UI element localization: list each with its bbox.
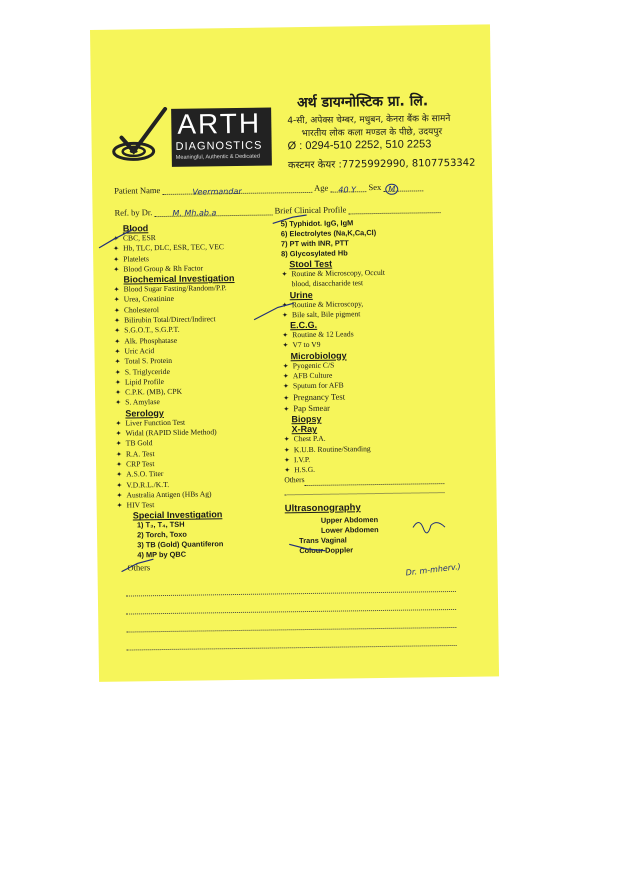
bullet-star-icon: ✦ <box>116 491 123 500</box>
sex-value: M <box>385 184 398 195</box>
bullet-star-icon: ✦ <box>116 481 123 490</box>
bullet-star-icon: ✦ <box>115 429 122 438</box>
bullet-star-icon: ✦ <box>116 501 123 510</box>
blood-heading: Blood <box>122 223 149 234</box>
bullet-star-icon: ✦ <box>282 331 289 340</box>
list-item[interactable]: ✦ V.D.R.L./K.T. <box>116 479 170 490</box>
list-item[interactable]: ✦ Uric Acid <box>114 346 155 356</box>
bullet-star-icon: ✦ <box>283 393 290 403</box>
list-item[interactable]: ✦ TB Gold <box>115 438 153 449</box>
list-item[interactable]: ✦ V7 to V9 <box>282 340 321 350</box>
bullet-star-icon: ✦ <box>281 270 288 279</box>
list-item[interactable]: 8) Glycosylated Hb <box>281 248 348 259</box>
list-item[interactable]: ✦ Blood Group & Rh Factor <box>113 263 204 274</box>
list-item[interactable]: ✦ CBC, ESR <box>112 233 156 243</box>
age-value: 40 Y <box>338 185 357 195</box>
xray-heading: X-Ray <box>291 424 318 435</box>
bullet-star-icon: ✦ <box>282 362 289 371</box>
bullet-star-icon: ✦ <box>114 337 121 346</box>
list-item[interactable]: ✦ Hb, TLC, DLC, ESR, TEC, VEC <box>113 242 224 253</box>
bullet-star-icon: ✦ <box>283 456 290 465</box>
bullet-star-icon: ✦ <box>114 368 121 377</box>
list-item[interactable]: 5) Typhidot. IgG, IgM <box>280 218 354 229</box>
bullet-star-icon: ✦ <box>281 300 288 309</box>
list-item[interactable]: ✦ I.V.P. <box>283 454 311 465</box>
special-investigation-heading: Special Investigation <box>132 509 223 521</box>
list-item[interactable]: 7) PT with INR, PTT <box>280 238 349 249</box>
handwritten-usg-note: Dr. m-mherv.) <box>405 562 462 578</box>
list-item[interactable]: ✦ AFB Culture <box>282 370 333 381</box>
list-item[interactable]: ✦ Urea, Creatinine <box>113 294 175 305</box>
address-line-2: भारतीय लोक कला मण्डल के पीछे, उदयपुर <box>301 127 443 140</box>
list-item[interactable]: ✦ K.U.B. Routine/Standing <box>283 443 371 454</box>
age-label: Age <box>313 182 329 193</box>
clinical-profile-label: Brief Clinical Profile <box>274 204 347 216</box>
list-item[interactable]: ✦ Alk. Phosphatase <box>114 335 178 346</box>
others-label-right: Others <box>284 475 305 485</box>
list-item[interactable]: Colour Doppler <box>299 545 354 555</box>
bullet-star-icon: ✦ <box>114 326 121 336</box>
bullet-star-icon: ✦ <box>116 470 123 479</box>
logo-subtitle: DIAGNOSTICS <box>175 139 263 153</box>
list-item[interactable]: ✦ CRP Test <box>116 459 155 469</box>
company-name-hindi: अर्थ डायग्नोस्टिक प्रा. लि. <box>296 93 429 112</box>
bullet-star-icon: ✦ <box>116 460 123 469</box>
bullet-star-icon: ✦ <box>114 347 121 356</box>
ecg-heading: E.C.G. <box>290 320 318 331</box>
list-item[interactable]: Upper Abdomen <box>320 514 379 525</box>
list-item[interactable]: ✦ Australia Antigen (HBs Ag) <box>116 489 212 500</box>
list-item[interactable]: ✦ Platelets <box>113 253 149 264</box>
bullet-star-icon: ✦ <box>115 388 121 397</box>
bullet-star-icon: ✦ <box>282 372 289 381</box>
bullet-star-icon: ✦ <box>284 466 291 475</box>
customer-care: कस्टमर केयर :7725992990, 8107753342 <box>287 157 476 172</box>
list-item[interactable]: ✦ Lipid Profile <box>114 376 165 387</box>
list-item[interactable]: ✦ Cholesterol <box>113 304 159 315</box>
list-item[interactable]: ✦ S. Triglyceride <box>114 366 170 377</box>
bullet-star-icon: ✦ <box>283 405 290 414</box>
list-item[interactable]: 6) Electrolytes (Na,K,Ca,Cl) <box>280 228 377 239</box>
list-item[interactable]: Trans Vaginal <box>299 535 347 545</box>
list-item[interactable]: 4) MP by QBC <box>137 550 187 560</box>
list-item[interactable]: ✦ Liver Function Test <box>115 417 186 428</box>
list-item[interactable]: ✦ Pyogenic C/S <box>282 360 335 371</box>
list-item[interactable]: 1) T₃, T₄, TSH <box>136 520 185 530</box>
bullet-star-icon: ✦ <box>113 255 120 264</box>
serology-heading: Serology <box>125 407 164 419</box>
list-item-continued: blood, disaccharide test <box>291 278 364 289</box>
bullet-star-icon: ✦ <box>115 419 122 428</box>
list-item[interactable]: ✦ A.S.O. Titer <box>116 469 164 479</box>
others-label-left: Others <box>127 562 151 573</box>
ref-label: Ref. by Dr. <box>114 207 153 218</box>
bullet-star-icon: ✦ <box>282 341 289 350</box>
bullet-star-icon: ✦ <box>115 439 122 449</box>
list-item[interactable]: ✦ HIV Test <box>116 500 155 510</box>
list-item[interactable]: ✦ R.A. Test <box>115 448 155 459</box>
pen-tick-marks <box>90 24 499 682</box>
list-item[interactable]: ✦ C.P.K. (MB), CPK <box>115 386 183 397</box>
bullet-star-icon: ✦ <box>283 445 290 454</box>
list-item[interactable]: ✦ Routine & Microscopy, Occult <box>281 267 386 279</box>
logo-name: ARTH <box>177 107 262 140</box>
list-item[interactable]: ✦ S.G.O.T., S.G.P.T. <box>114 325 180 336</box>
microbiology-heading: Microbiology <box>290 350 347 362</box>
list-item[interactable]: ✦ Bile salt, Bile pigment <box>281 309 361 320</box>
patient-name-label: Patient Name <box>114 185 161 196</box>
list-item[interactable]: ✦ Widal (RAPID Slide Method) <box>115 427 217 438</box>
list-item[interactable]: ✦ Blood Sugar Fasting/Random/P.P. <box>113 283 227 294</box>
stool-test-heading: Stool Test <box>289 258 333 270</box>
sex-label: Sex <box>368 181 382 193</box>
list-item[interactable]: ✦ H.S.G. <box>284 465 316 475</box>
patient-name-value: Veermandar <box>192 186 242 197</box>
list-item[interactable]: Lower Abdomen <box>320 524 379 535</box>
urine-heading: Urine <box>289 289 313 300</box>
list-item[interactable]: ✦ Chest P.A. <box>283 434 326 444</box>
bullet-star-icon: ✦ <box>113 306 120 315</box>
bullet-star-icon: ✦ <box>114 316 120 325</box>
bullet-star-icon: ✦ <box>281 311 288 320</box>
logo-tagline: Meaningful, Authentic & Dedicated <box>175 153 260 161</box>
address-line-1: 4-सी, अपेक्स चेम्बर, मधुबन, केनरा बैंक के सामने <box>287 113 451 127</box>
list-item[interactable]: ✦ Pap Smear <box>283 402 330 414</box>
list-item[interactable]: ✦ Total S. Protein <box>114 356 173 366</box>
bullet-star-icon: ✦ <box>282 382 289 391</box>
bullet-star-icon: ✦ <box>115 399 122 408</box>
list-item[interactable]: ✦ Bilirubin Total/Direct/Indirect <box>114 314 216 325</box>
bullet-star-icon: ✦ <box>113 296 120 305</box>
bullet-star-icon: ✦ <box>113 265 120 274</box>
list-item[interactable]: ✦ Sputum for AFB <box>282 380 344 391</box>
list-item[interactable]: ✦ Routine & Microscopy, <box>281 298 364 309</box>
ultrasonography-heading: Ultrasonography <box>284 502 361 515</box>
list-item[interactable]: ✦ Routine & 12 Leads <box>282 329 354 340</box>
ref-doctor-value: M. Mh.ab.a <box>172 208 217 218</box>
list-item[interactable]: 2) Torch, Toxo <box>136 530 187 540</box>
bullet-star-icon: ✦ <box>114 378 121 387</box>
bullet-star-icon: ✦ <box>283 435 290 444</box>
bullet-star-icon: ✦ <box>115 450 122 459</box>
biopsy-heading: Biopsy <box>291 414 322 425</box>
requisition-form-paper <box>90 24 499 682</box>
biochemical-heading: Biochemical Investigation <box>123 273 235 285</box>
bullet-star-icon: ✦ <box>114 357 121 366</box>
list-item[interactable]: 3) TB (Gold) Quantiferon <box>137 539 224 550</box>
bullet-star-icon: ✦ <box>112 234 119 243</box>
bullet-star-icon: ✦ <box>113 285 120 294</box>
bullet-star-icon: ✦ <box>113 244 119 253</box>
list-item[interactable]: ✦ S. Amylase <box>115 397 160 408</box>
phone-numbers: Ø : 0294-510 2252, 510 2253 <box>287 138 432 153</box>
list-item[interactable]: ✦ Pregnancy Test <box>283 391 346 403</box>
